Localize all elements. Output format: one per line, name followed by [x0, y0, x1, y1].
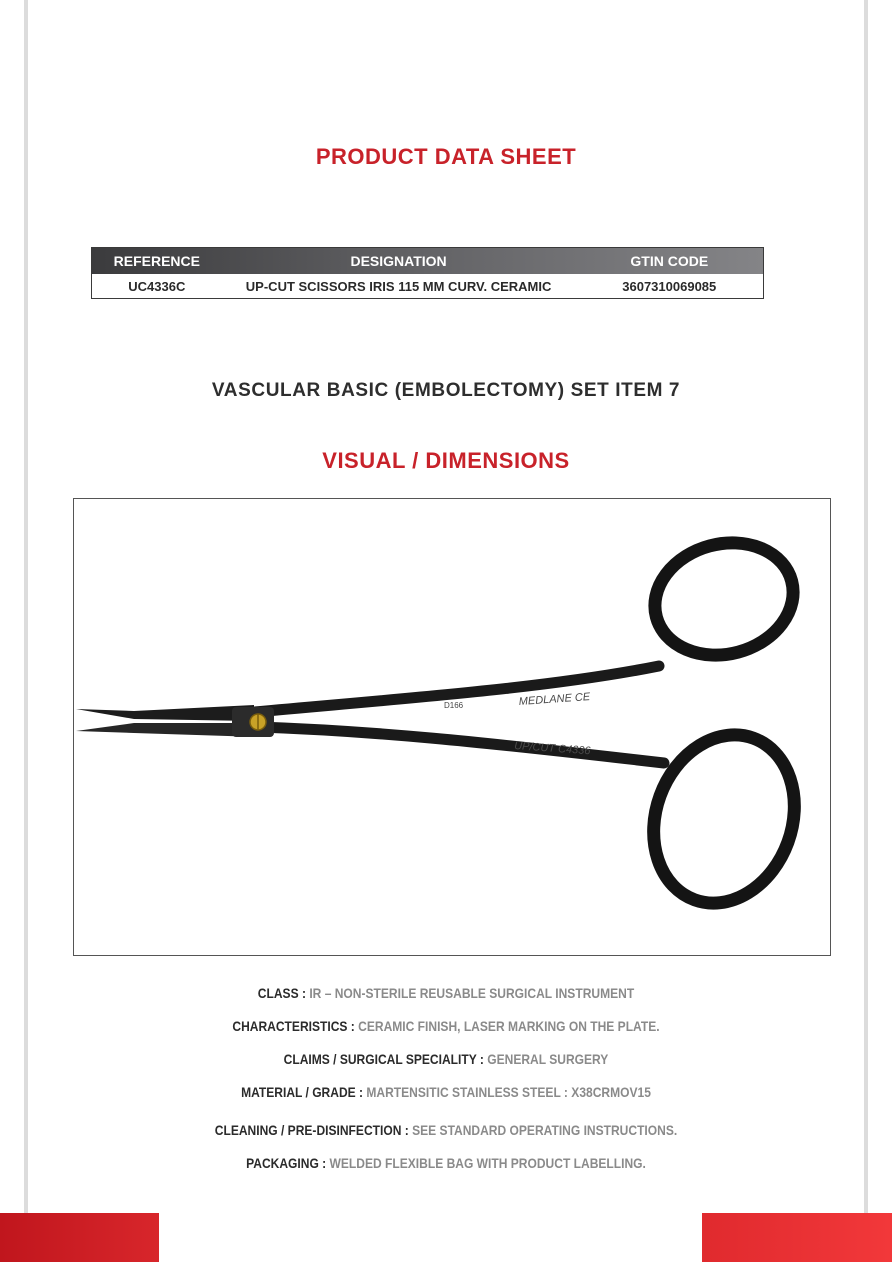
- spec-label: MATERIAL / GRADE :: [241, 1084, 364, 1100]
- footer-red-bar-left: [0, 1213, 159, 1262]
- spec-value: IR – NON-STERILE REUSABLE SURGICAL INSTRUMENT: [309, 985, 635, 1001]
- engraving-code: D166: [444, 701, 464, 710]
- table-row: [92, 274, 763, 298]
- footer-red-bar-right: [702, 1213, 892, 1262]
- spec-label: CHARACTERISTICS :: [232, 1018, 355, 1034]
- spec-value: SEE STANDARD OPERATING INSTRUCTIONS.: [412, 1122, 678, 1138]
- spec-label: CLAIMS / SURGICAL SPECIALITY :: [283, 1051, 484, 1067]
- spec-label: CLASS :: [257, 985, 306, 1001]
- column-header-designation: DESIGNATION: [350, 253, 447, 269]
- scissors-image: [74, 499, 832, 957]
- spec-claims: [62, 1051, 829, 1067]
- lower-finger-ring: [631, 715, 818, 923]
- spec-value: WELDED FLEXIBLE BAG WITH PRODUCT LABELLING.: [329, 1155, 646, 1171]
- spec-label: PACKAGING :: [246, 1155, 327, 1171]
- spec-material: [62, 1084, 829, 1100]
- spec-packaging: [62, 1155, 829, 1171]
- gtin-cell: 3607310069085: [622, 278, 717, 294]
- spec-value: MARTENSITIC STAINLESS STEEL : X38CRMOV15: [366, 1084, 651, 1100]
- spec-label: CLEANING / PRE-DISINFECTION :: [214, 1122, 409, 1138]
- right-border-line: [864, 0, 868, 1262]
- section-title-visual: VISUAL / DIMENSIONS: [322, 448, 570, 473]
- reference-cell: UC4336C: [128, 278, 186, 294]
- upper-blade: [76, 705, 254, 721]
- table-header: [92, 248, 763, 274]
- reference-table: [91, 247, 764, 299]
- spec-class: [62, 985, 829, 1001]
- designation-cell: UP-CUT SCISSORS IRIS 115 MM CURV. CERAMIC: [245, 278, 552, 294]
- engraving-brand: MEDLANE CE: [518, 691, 591, 708]
- spec-value: GENERAL SURGERY: [487, 1051, 609, 1067]
- left-border-line: [24, 0, 28, 1262]
- lower-blade: [76, 723, 259, 737]
- engraving-model: UP/CUT C4336: [513, 740, 591, 758]
- set-title: VASCULAR BASIC (EMBOLECTOMY) SET ITEM 7: [211, 380, 681, 401]
- spec-characteristics: [62, 1018, 829, 1034]
- column-header-reference: REFERENCE: [113, 253, 200, 269]
- lower-shank: [259, 727, 664, 763]
- column-header-gtin: GTIN CODE: [630, 253, 709, 269]
- spec-cleaning: [62, 1122, 829, 1138]
- spec-value: CERAMIC FINISH, LASER MARKING ON THE PLATE.: [358, 1018, 660, 1034]
- upper-finger-ring: [642, 528, 806, 670]
- product-image-frame: [73, 498, 831, 956]
- page-title: PRODUCT DATA SHEET: [315, 144, 577, 169]
